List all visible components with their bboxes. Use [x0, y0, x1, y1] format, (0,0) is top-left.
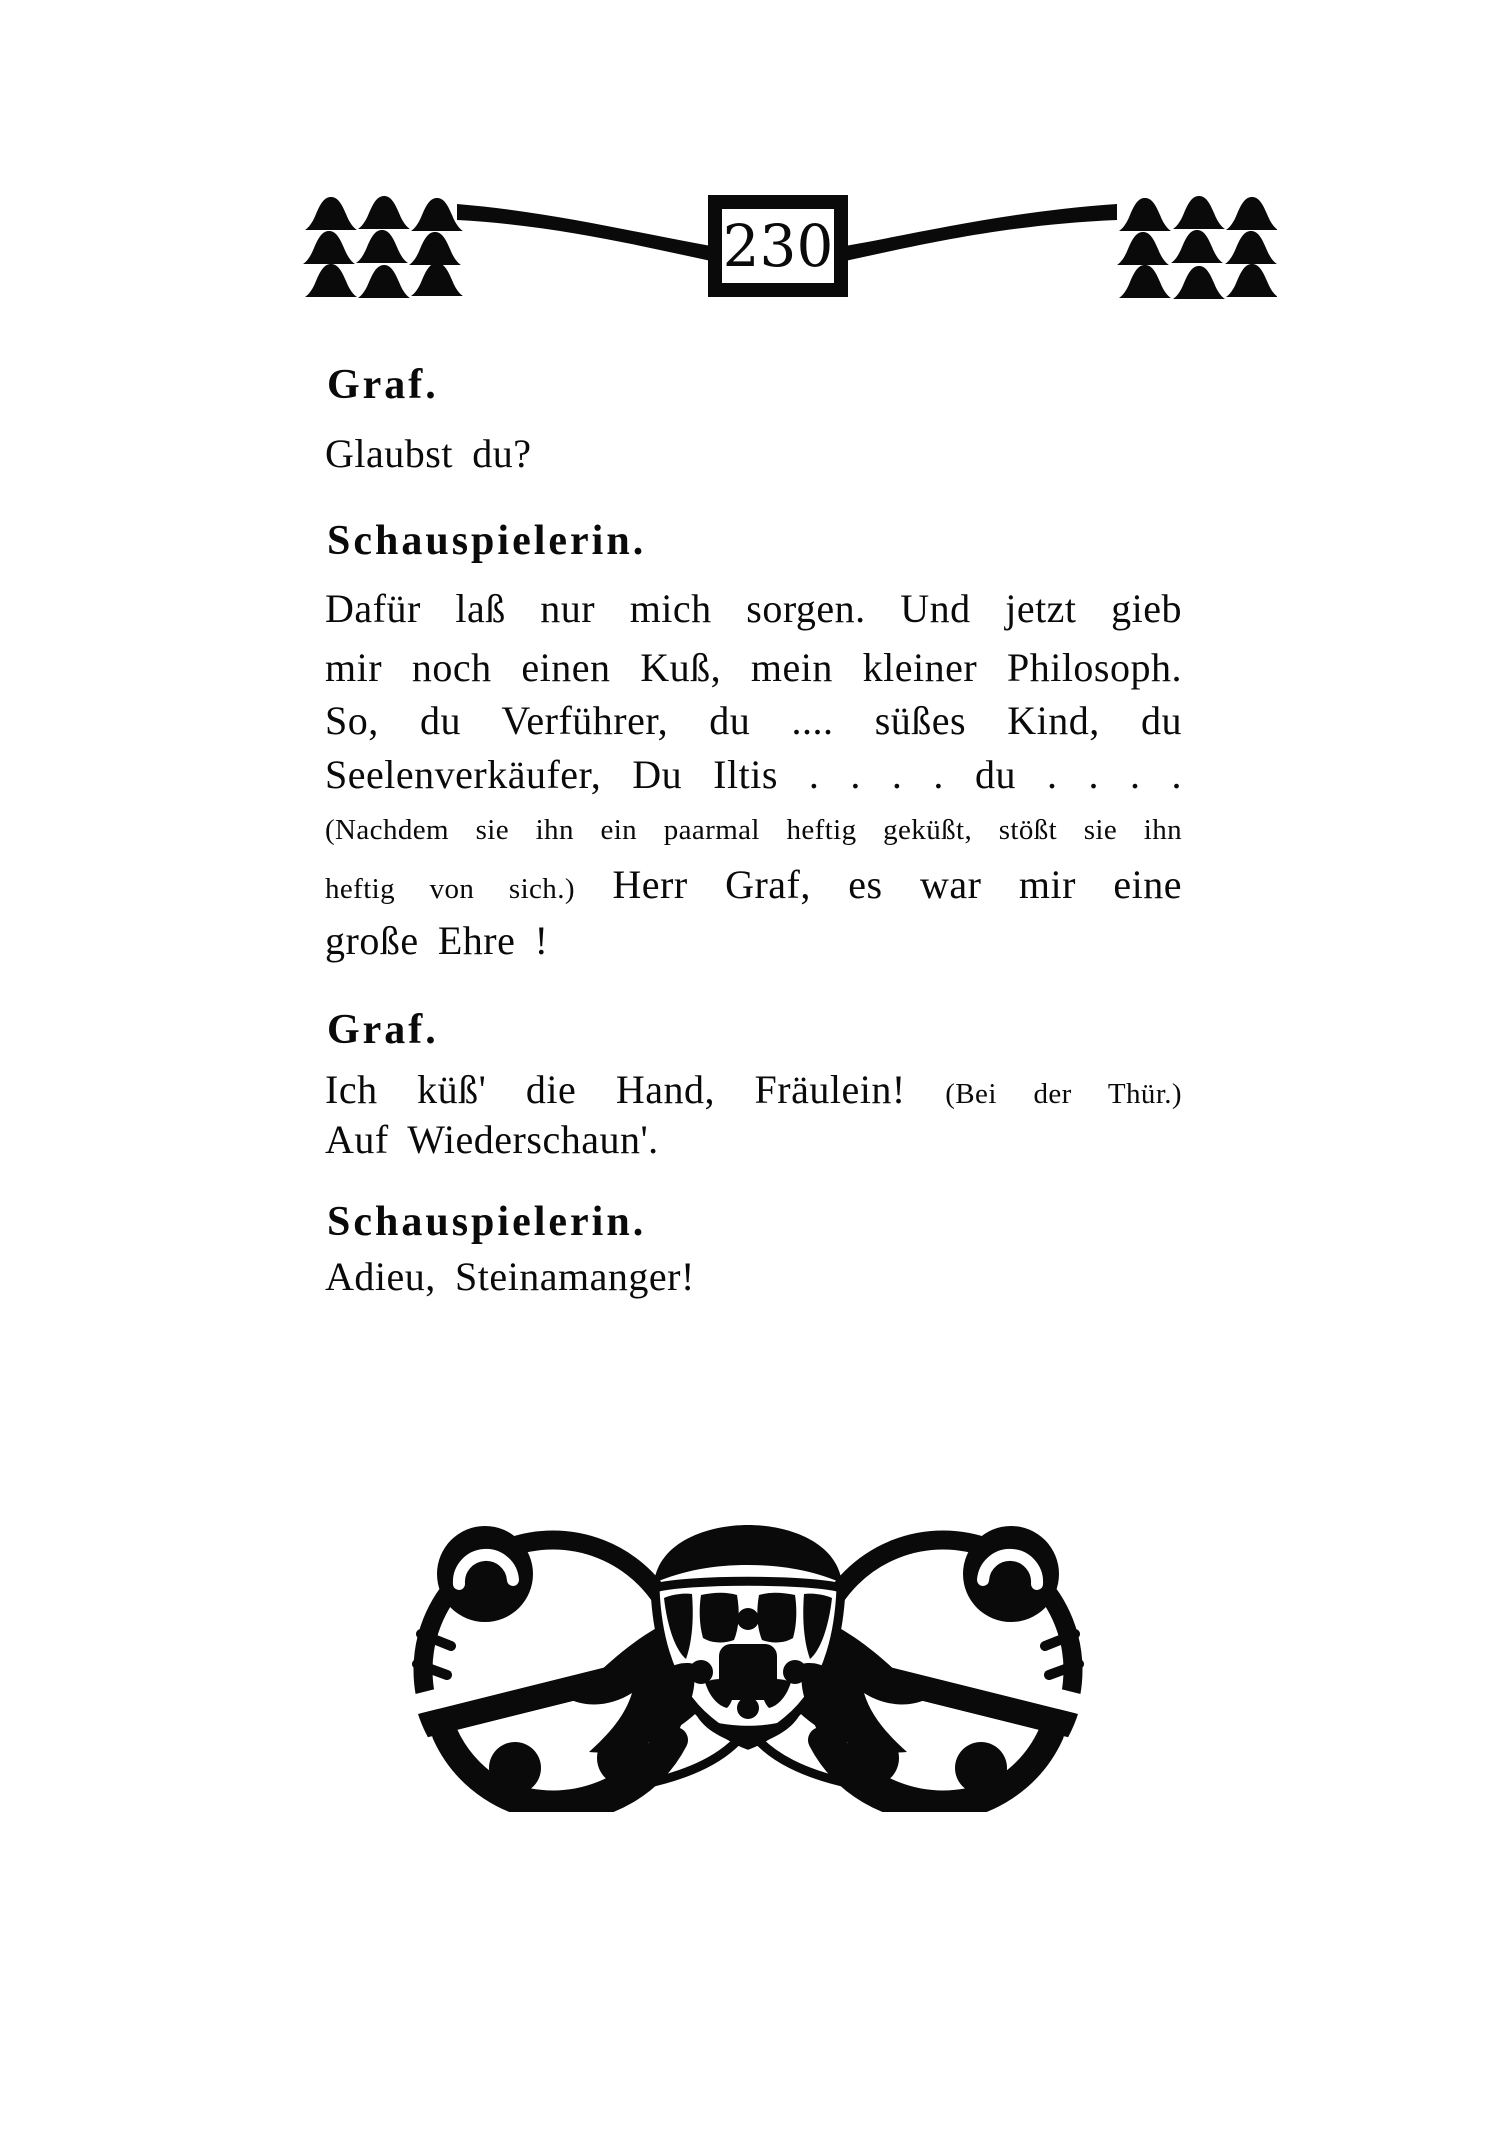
- speaker-name: Schauspielerin.: [327, 518, 647, 564]
- dialogue-line: große Ehre !: [325, 918, 549, 963]
- right-triangle-cluster: [1117, 196, 1277, 299]
- dialogue-line: Dafür laß nur mich sorgen. Und jetzt gieb: [325, 586, 1182, 631]
- speaker-name: Graf.: [327, 1007, 439, 1053]
- speaker-name: Graf.: [327, 362, 439, 408]
- bells-tailpiece-ornament: [393, 1522, 1103, 1812]
- dialogue-line: Glaubst du?: [325, 431, 532, 476]
- dialogue-line: Seelenverkäufer, Du Iltis . . . . du . . . .: [325, 752, 1182, 797]
- dialogue-text: Ich küß' die Hand, Fräulein!: [325, 1067, 906, 1112]
- dialogue-line: Auf Wiederschaun'.: [325, 1117, 659, 1162]
- page-number: 230: [722, 212, 834, 280]
- speaker-name: Schauspielerin.: [327, 1199, 647, 1245]
- dialogue-line: Adieu, Steinamanger!: [325, 1254, 695, 1299]
- left-triangle-cluster: [303, 196, 463, 298]
- dialogue-line: [325, 862, 1182, 908]
- dialogue-text: Herr Graf, es war mir eine: [612, 862, 1182, 907]
- stage-direction: heftig von sich.): [325, 873, 575, 905]
- stage-direction: (Nachdem sie ihn ein paarmal heftig geküßt, stößt sie ihn: [325, 814, 1182, 846]
- stage-direction: (Bei der Thür.): [945, 1078, 1182, 1110]
- dialogue-line: So, du Verführer, du .... süßes Kind, du: [325, 698, 1182, 743]
- dialogue-line: [325, 1067, 1182, 1113]
- left-swash: [457, 204, 711, 261]
- right-swash: [845, 204, 1117, 261]
- dialogue-line: mir noch einen Kuß, mein kleiner Philosoph.: [325, 645, 1182, 690]
